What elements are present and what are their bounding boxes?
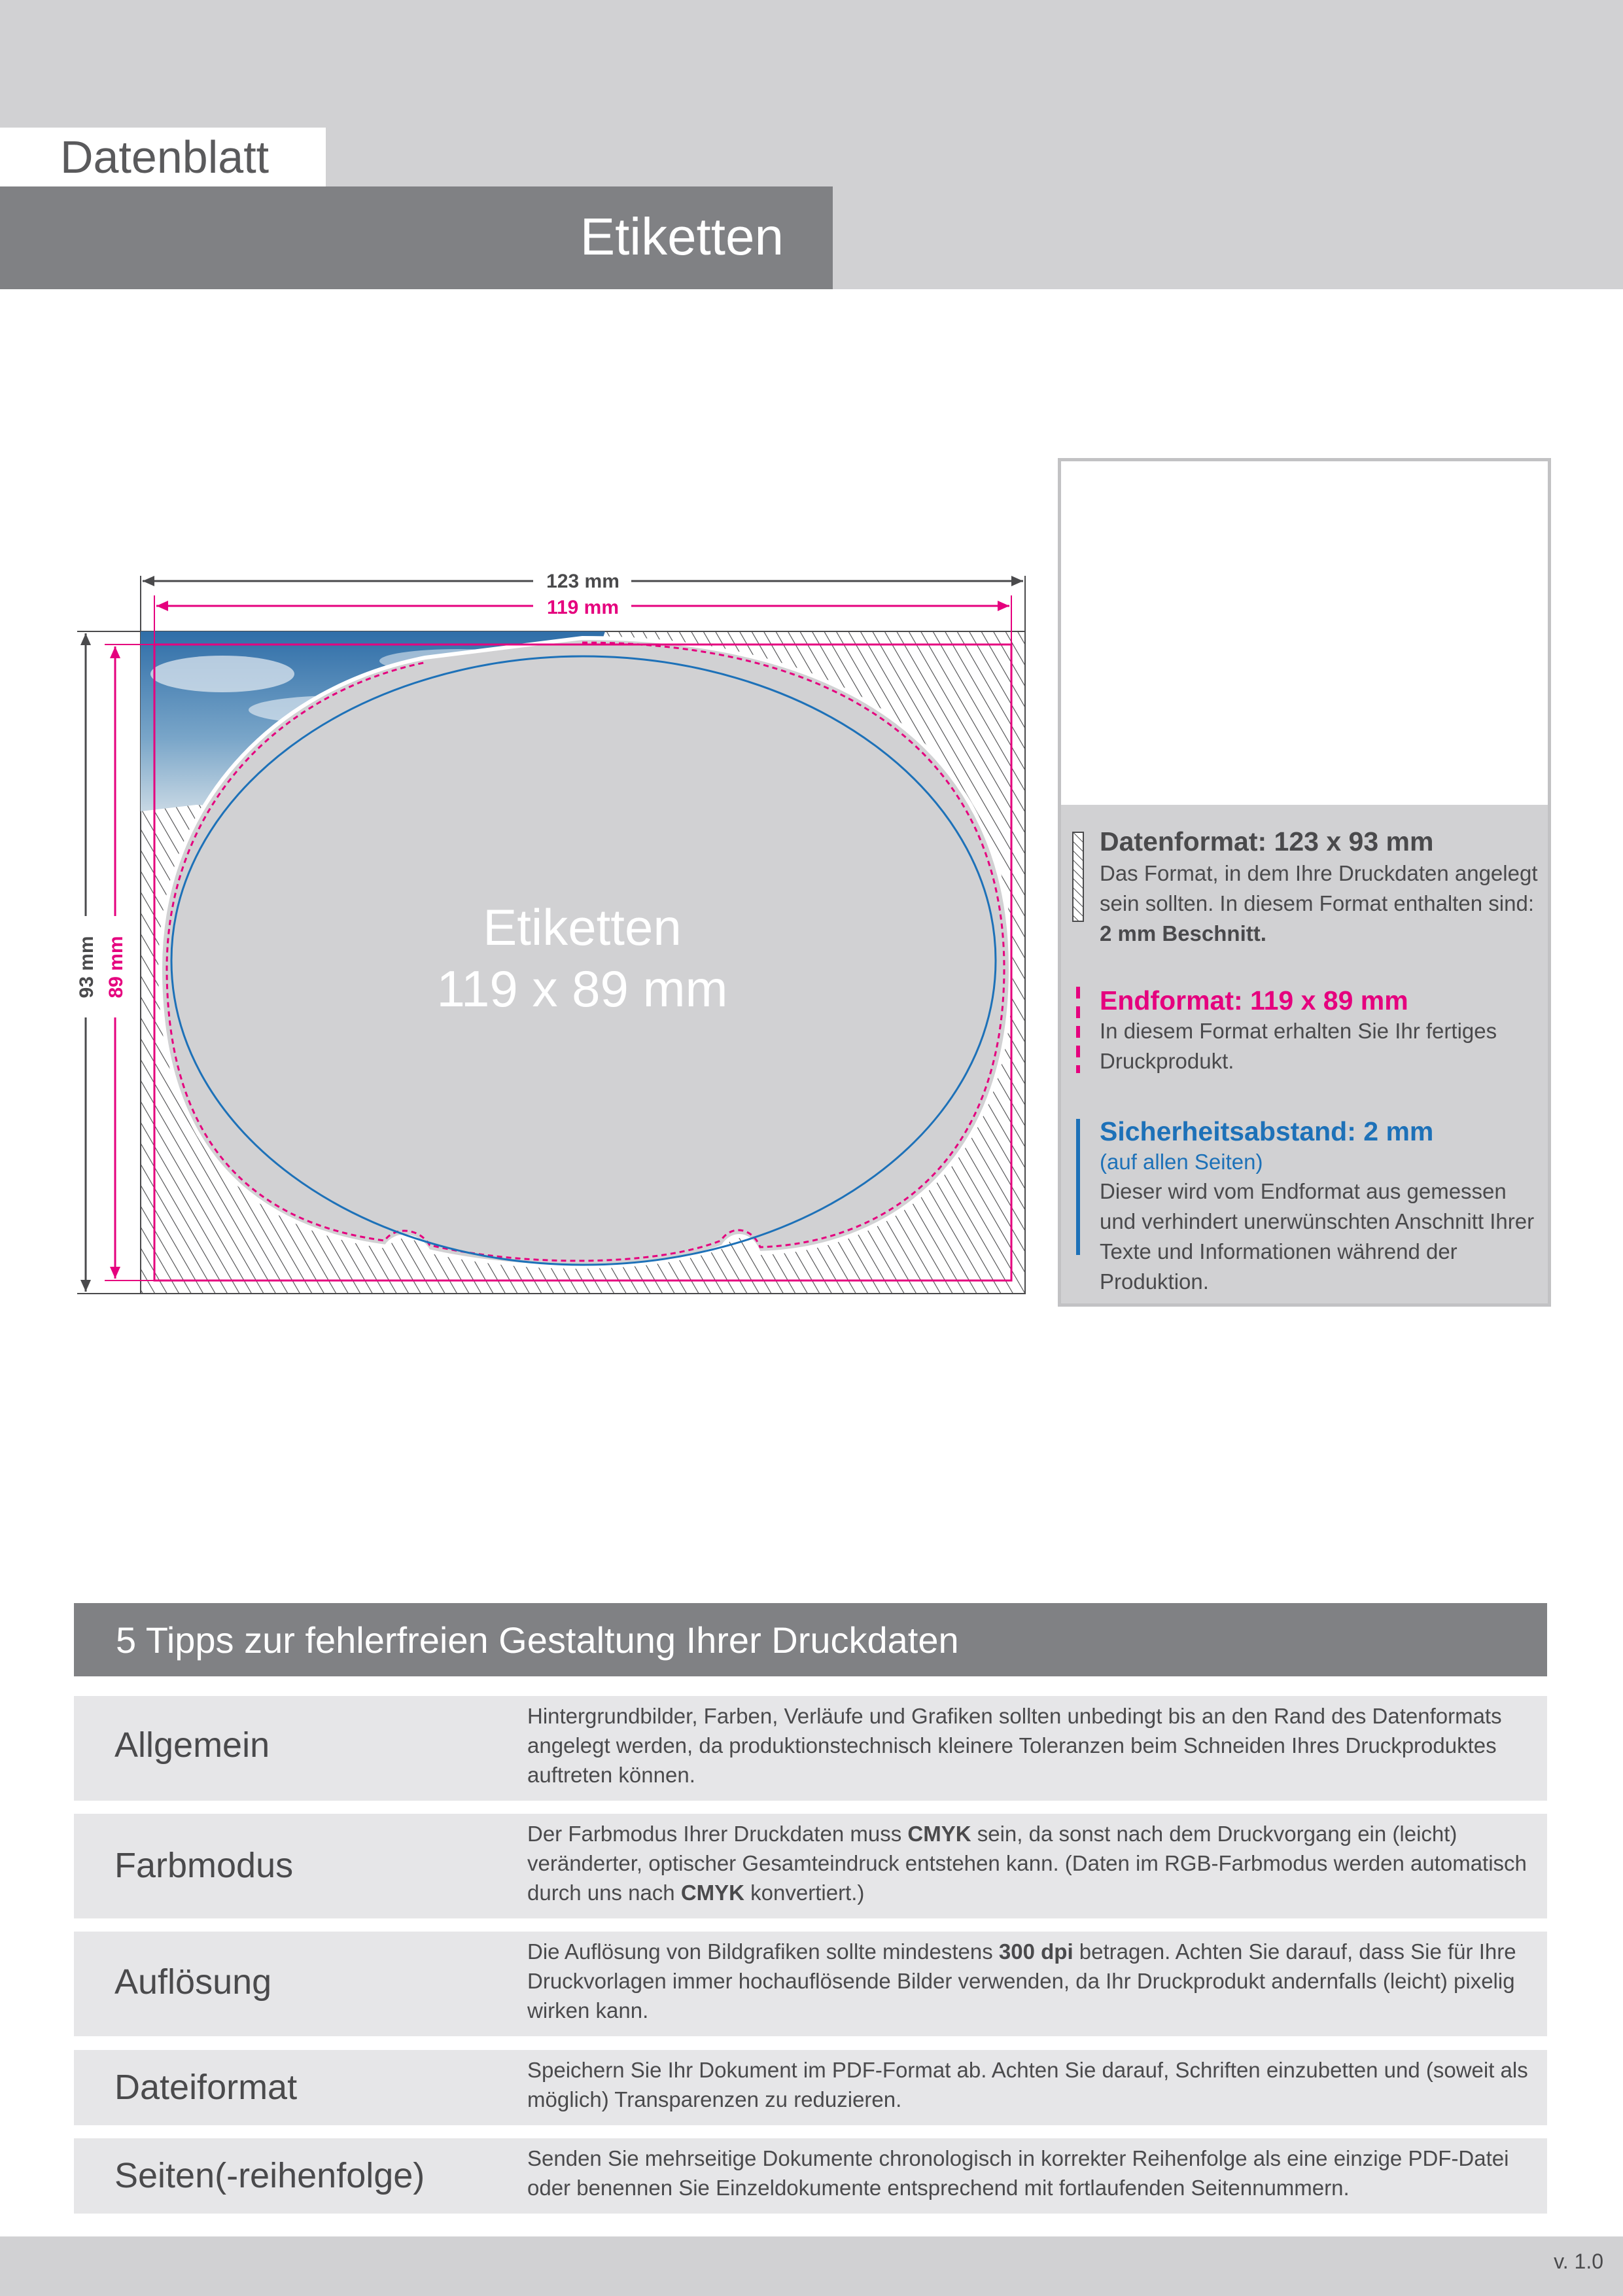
doc-type-label: Datenblatt: [60, 132, 270, 183]
tip-row: [74, 1932, 1547, 2036]
height-total-label: 93 mm: [76, 936, 97, 998]
tip-row: [74, 2050, 1547, 2125]
tip-text: Speichern Sie Ihr Dokument im PDF-Format ab. Achten Sie darauf, Schriften einzubetten und (soweit als möglich) Transparenzen zu reduzieren.: [527, 2058, 1528, 2111]
width-total-label: 123 mm: [546, 571, 620, 592]
tip-label: Seiten(-reihenfolge): [114, 2156, 425, 2195]
height-final-label: 89 mm: [105, 936, 127, 998]
tip-label: Auflösung: [114, 1962, 272, 2002]
safety-text: Dieser wird vom Endformat aus gemessen und verhindert unerwünschten Anschnitt Ihrer Texte und Informationen während der Produktion.: [1100, 1179, 1535, 1294]
tip-row: [74, 1814, 1547, 1918]
tips-title: 5 Tipps zur fehlerfreien Gestaltung Ihrer Druckdaten: [116, 1619, 959, 1661]
data-format-title: Datenformat: 123 x 93 mm: [1100, 826, 1434, 857]
tip-row: [74, 1696, 1547, 1801]
tip-text: Der Farbmodus Ihrer Druckdaten muss CMYK sein, da sonst nach dem Druckvorgang ein (leicht) veränderter, optischer Gesamteindruck entstehen kann. (Daten im RGB-Farbmodus werden automatisch durch uns nach CMYK konvertiert.): [527, 1822, 1527, 1905]
footer-band: [0, 2236, 1623, 2296]
tip-text: Hintergrundbilder, Farben, Verläufe und Grafiken sollten unbedingt bis an den Rand des Datenformats angelegt werden, da produktionstechnisch kleinere Toleranzen beim Schneiden Ihres Druckproduktes auftreten können.: [527, 1704, 1502, 1787]
tip-label: Allgemein: [114, 1725, 270, 1765]
tip-text: Senden Sie mehrseitige Dokumente chronologisch in korrekter Reihenfolge als eine einzige PDF-Datei oder benennen Sie Einzeldokumente entsprechend mit fortlaufenden Seitennummern.: [527, 2146, 1509, 2200]
label-center-name: Etiketten: [483, 898, 682, 956]
data-format-text: Das Format, in dem Ihre Druckdaten angelegt sein sollten. In diesem Format enthalten sind: 2 mm Beschnitt.: [1100, 861, 1538, 945]
tip-text: Die Auflösung von Bildgrafiken sollte mindestens 300 dpi betragen. Achten Sie darauf, dass Sie für Ihre Druckvorlagen immer hochauflösende Bilder verwenden, da Ihr Druckprodukt andernfalls (leicht) pixelig wirken kann.: [527, 1939, 1516, 2022]
end-format-title: Endformat: 119 x 89 mm: [1100, 985, 1408, 1016]
label-center-size: 119 x 89 mm: [436, 960, 728, 1017]
product-title: Etiketten: [580, 207, 784, 266]
width-final-label: 119 mm: [546, 597, 620, 618]
version-label: v. 1.0: [1554, 2250, 1603, 2273]
tip-label: Dateiformat: [114, 2068, 298, 2107]
tip-row: [74, 2138, 1547, 2214]
safety-subtitle: (auf allen Seiten): [1100, 1150, 1263, 1174]
end-format-text: In diesem Format erhalten Sie Ihr fertiges Druckprodukt.: [1100, 1019, 1497, 1073]
bleed-marker: [1073, 832, 1083, 921]
safety-title: Sicherheitsabstand: 2 mm: [1100, 1116, 1434, 1146]
tip-label: Farbmodus: [114, 1846, 294, 1885]
